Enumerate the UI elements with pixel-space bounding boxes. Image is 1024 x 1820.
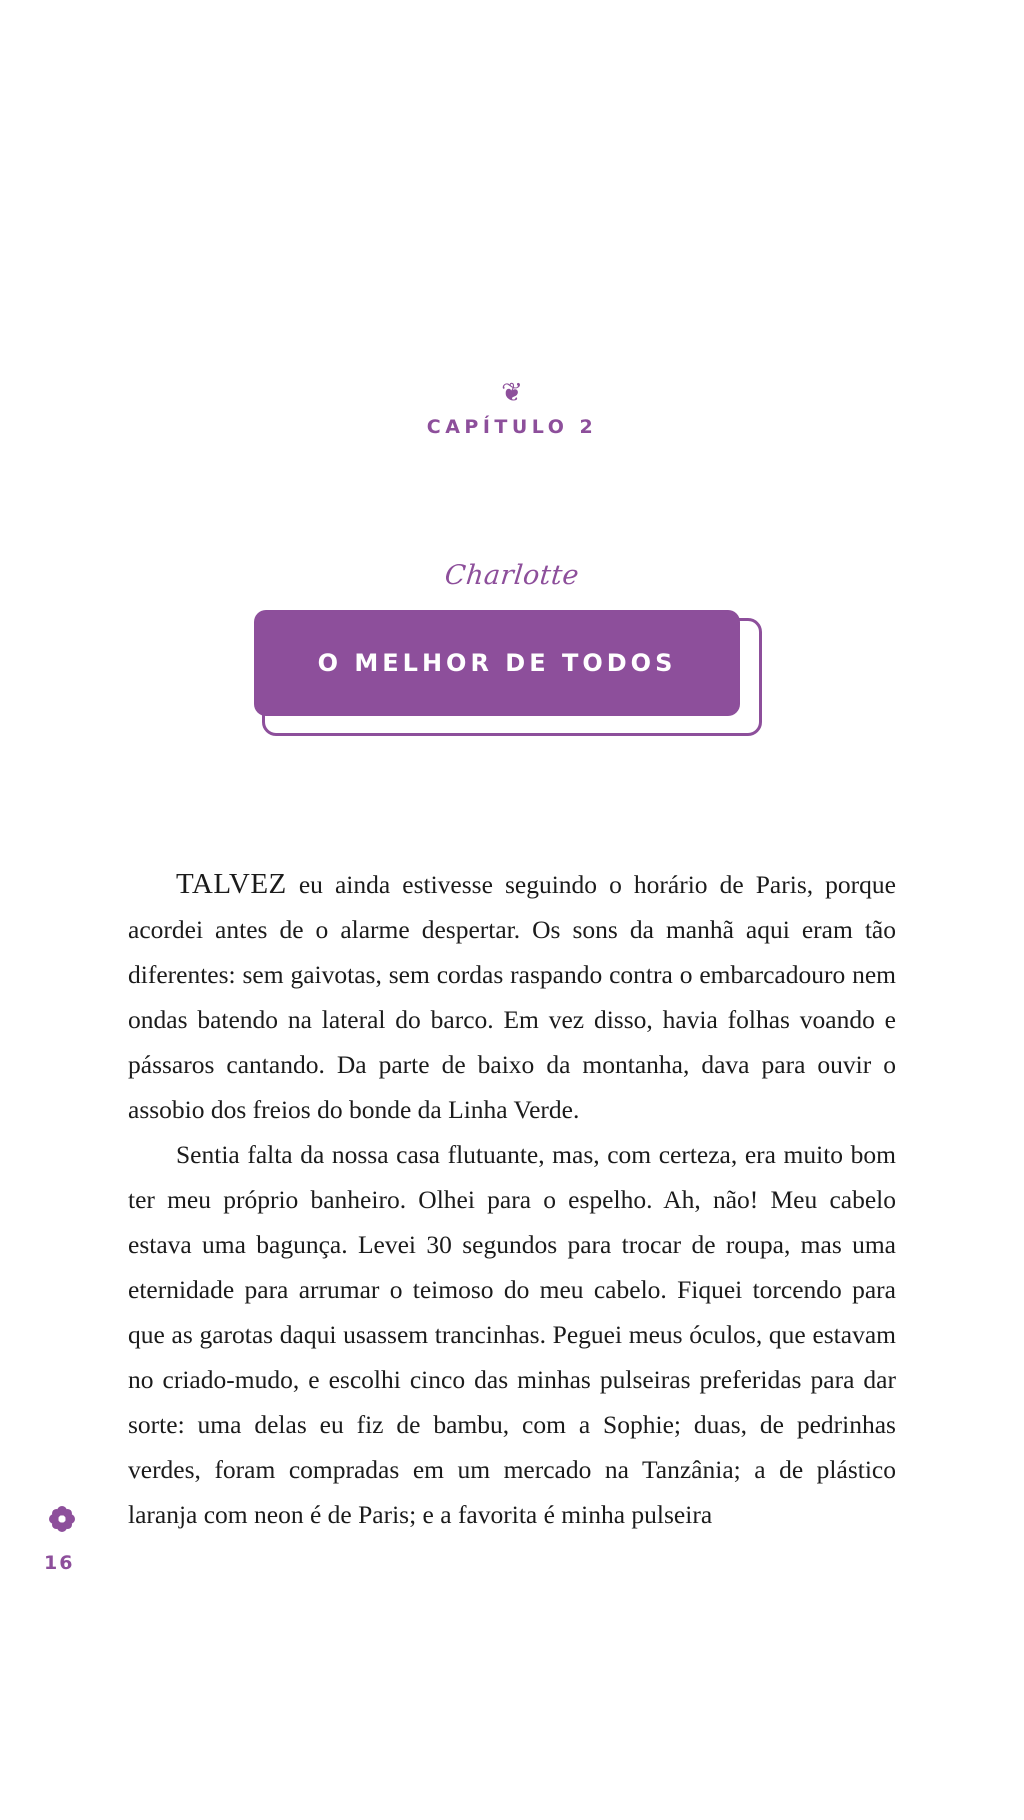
page-number: 16 — [44, 1552, 75, 1574]
paragraph-1-rest: eu ainda estivesse seguindo o horário de Paris, porque acordei antes de o alarme despertar. Os sons da manhã aqui eram tão diferentes: sem gaivotas, sem cordas raspando contra o embarcadouro nem ondas batendo na lateral do barco. Em vez disso, havia folhas voando e pássaros cantando. Da parte de baixo da montanha, dava para ouvir o assobio dos freios do bonde da Linha Verde. — [128, 870, 896, 1124]
fleuron-icon: ❦ — [501, 378, 523, 408]
body-text — [128, 862, 896, 1537]
chapter-label: CAPÍTULO 2 — [426, 416, 598, 438]
chapter-title-plaque — [262, 618, 762, 736]
flower-icon — [48, 1505, 76, 1533]
narrator-name: Charlotte — [443, 560, 581, 591]
lead-word: TALVEZ — [176, 868, 287, 900]
paragraph-2: Sentia falta da nossa casa flutuante, mas, com certeza, era muito bom ter meu próprio banheiro. Olhei para o espelho. Ah, não! Meu cabelo estava uma bagunça. Levei 30 segundos para trocar de roupa, mas uma eternidade para arrumar o teimoso do meu cabelo. Fiquei torcendo para que as garotas daqui usassem trancinhas. Peguei meus óculos, que estavam no criado-mudo, e escolhi cinco das minhas pulseiras preferidas para dar sorte: uma delas eu fiz de bambu, com a Sophie; duas, de pedrinhas verdes, foram compradas em um mercado na Tanzânia; a de plástico laranja com neon é de Paris; e a favorita é minha pulseira — [128, 1140, 896, 1529]
paragraph-1 — [128, 862, 896, 1132]
chapter-title: O MELHOR DE TODOS — [317, 649, 677, 677]
plaque-fill — [254, 610, 740, 716]
chapter-header — [0, 380, 1024, 438]
